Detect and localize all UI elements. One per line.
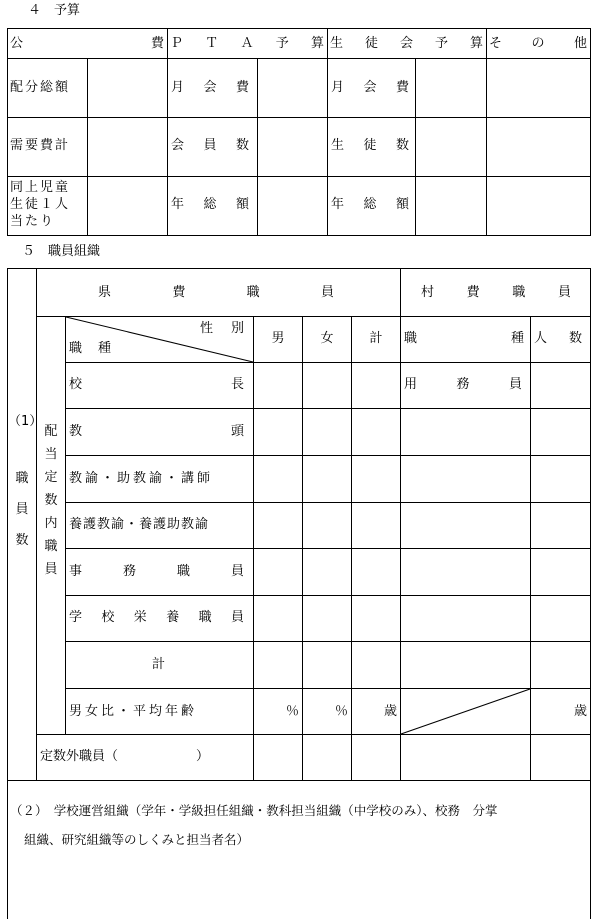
sat-1: 年: [331, 197, 345, 212]
job-teacher: 教諭・助教諭・講師: [69, 471, 214, 486]
pta-2: Ｔ: [205, 36, 219, 51]
al-7: 員: [44, 562, 58, 577]
pat-2: 総: [203, 197, 217, 212]
ph-2: 費: [172, 285, 186, 300]
diag-jobtype-label: [69, 341, 111, 357]
jt-1: 職: [69, 341, 83, 356]
row-allocation-total: 配分総額: [10, 80, 71, 95]
female-percent-unit: ％: [335, 704, 349, 719]
job-principal: [69, 377, 244, 393]
budget-header-public-1: 公: [10, 36, 24, 51]
al-1: 配: [44, 424, 58, 439]
sat-3: 額: [395, 197, 409, 212]
vjt-2: 種: [510, 331, 524, 346]
jt-2: 種: [97, 341, 111, 356]
col-village-count: [534, 331, 582, 347]
pm-2: 員: [203, 138, 217, 153]
col-male: 男: [271, 331, 285, 346]
job-clerk: [69, 564, 244, 580]
village-header: [421, 285, 571, 301]
vh-2: 費: [466, 285, 480, 300]
sc-3: 会: [399, 36, 413, 51]
allotted-label: [43, 420, 59, 581]
smf-2: 会: [363, 80, 377, 95]
row-required-total: 需要費計: [10, 138, 71, 153]
jc-3: 職: [176, 564, 190, 579]
other-3: 他: [573, 36, 587, 51]
per-student-line-3: 当たり: [10, 214, 56, 229]
vh-1: 村: [421, 285, 435, 300]
vh-3: 職: [512, 285, 526, 300]
other-1: そ: [489, 36, 503, 51]
al-4: 数: [44, 493, 58, 508]
jc-2: 務: [122, 564, 136, 579]
budget-header-public-2: 費: [150, 36, 164, 51]
col-female: 女: [320, 331, 334, 346]
other-2: の: [531, 36, 545, 51]
col-total: 計: [369, 331, 383, 346]
al-5: 内: [44, 516, 58, 531]
staff-heading: ５ 職員組織: [22, 244, 101, 259]
male-percent-unit: ％: [286, 704, 300, 719]
al-3: 定: [44, 470, 58, 485]
vc-2: 数: [568, 331, 582, 346]
smf-1: 月: [331, 80, 345, 95]
budget-heading: ４ 予算: [28, 3, 81, 18]
sc-5: 算: [469, 36, 483, 51]
village-age-unit: 歳: [574, 704, 588, 719]
section2-line2: 組織、研究組織等のしくみと担当者名）: [24, 832, 250, 847]
pm-1: 会: [171, 138, 185, 153]
diag-gender-label: [200, 321, 244, 337]
jc-1: 事: [69, 564, 83, 579]
jn-2: 校: [101, 610, 115, 625]
g-2: 別: [230, 321, 244, 336]
s1-3: 数: [15, 533, 29, 548]
cu-2: 務: [456, 377, 470, 392]
ph-3: 職: [246, 285, 260, 300]
avg-age-unit: 歳: [384, 704, 398, 719]
pat-1: 年: [171, 197, 185, 212]
al-2: 当: [44, 447, 58, 462]
pta-5: 算: [310, 36, 324, 51]
pat-3: 額: [235, 197, 249, 212]
s1-1: 職: [15, 471, 29, 486]
smf-3: 費: [395, 80, 409, 95]
cu-3: 員: [508, 377, 522, 392]
job-vice-principal: [69, 424, 244, 440]
ss-1: 生: [331, 138, 345, 153]
pta-1: Ｐ: [170, 36, 184, 51]
jv-1: 教: [69, 424, 83, 439]
ss-3: 数: [395, 138, 409, 153]
job-nurse-teacher: 養護教諭・養護助教諭: [69, 517, 210, 532]
g-1: 性: [200, 321, 214, 336]
sat-2: 総: [363, 197, 377, 212]
ratio-row-label: 男女比・平均年齢: [69, 704, 198, 719]
al-6: 職: [44, 539, 58, 554]
s1-2: 員: [15, 502, 29, 517]
cu-1: 用: [404, 377, 418, 392]
village-custodian: [404, 377, 522, 393]
pmf-1: 月: [171, 80, 185, 95]
ph-1: 県: [98, 285, 112, 300]
pm-3: 数: [235, 138, 249, 153]
jp-1: 校: [69, 377, 83, 392]
ratio-diagonal: [401, 689, 530, 734]
ph-4: 員: [320, 285, 334, 300]
jn-4: 養: [166, 610, 180, 625]
vh-4: 員: [557, 285, 571, 300]
sc-1: 生: [330, 36, 344, 51]
job-nutrition-staff: [69, 610, 244, 626]
jc-4: 員: [230, 564, 244, 579]
pta-4: 予: [275, 36, 289, 51]
vjt-1: 職: [404, 331, 418, 346]
outside-quota-label: 定数外職員（ ）: [40, 749, 210, 764]
jn-6: 員: [230, 610, 244, 625]
pmf-2: 会: [203, 80, 217, 95]
per-student-line-2: 生徒１人: [10, 197, 71, 212]
prefectural-header: [98, 285, 334, 301]
vc-1: 人: [534, 331, 548, 346]
jn-3: 栄: [133, 610, 147, 625]
jv-2: 頭: [230, 424, 244, 439]
jn-1: 学: [69, 610, 83, 625]
pta-3: Ａ: [240, 36, 254, 51]
section1-label: [14, 463, 30, 556]
job-total-label: 計: [152, 657, 166, 672]
sc-2: 徒: [364, 36, 378, 51]
col-village-jobtype: [404, 331, 524, 347]
section2-line1: （２） 学校運営組織（学年・学級担任組織・教科担当組織（中学校のみ）、校務 分掌: [10, 803, 498, 818]
ss-2: 徒: [363, 138, 377, 153]
section1-number: （1）: [8, 414, 43, 429]
jp-2: 長: [230, 377, 244, 392]
pmf-3: 費: [235, 80, 249, 95]
sc-4: 予: [434, 36, 448, 51]
per-student-line-1: 同上児童: [10, 180, 71, 195]
jn-5: 職: [198, 610, 212, 625]
